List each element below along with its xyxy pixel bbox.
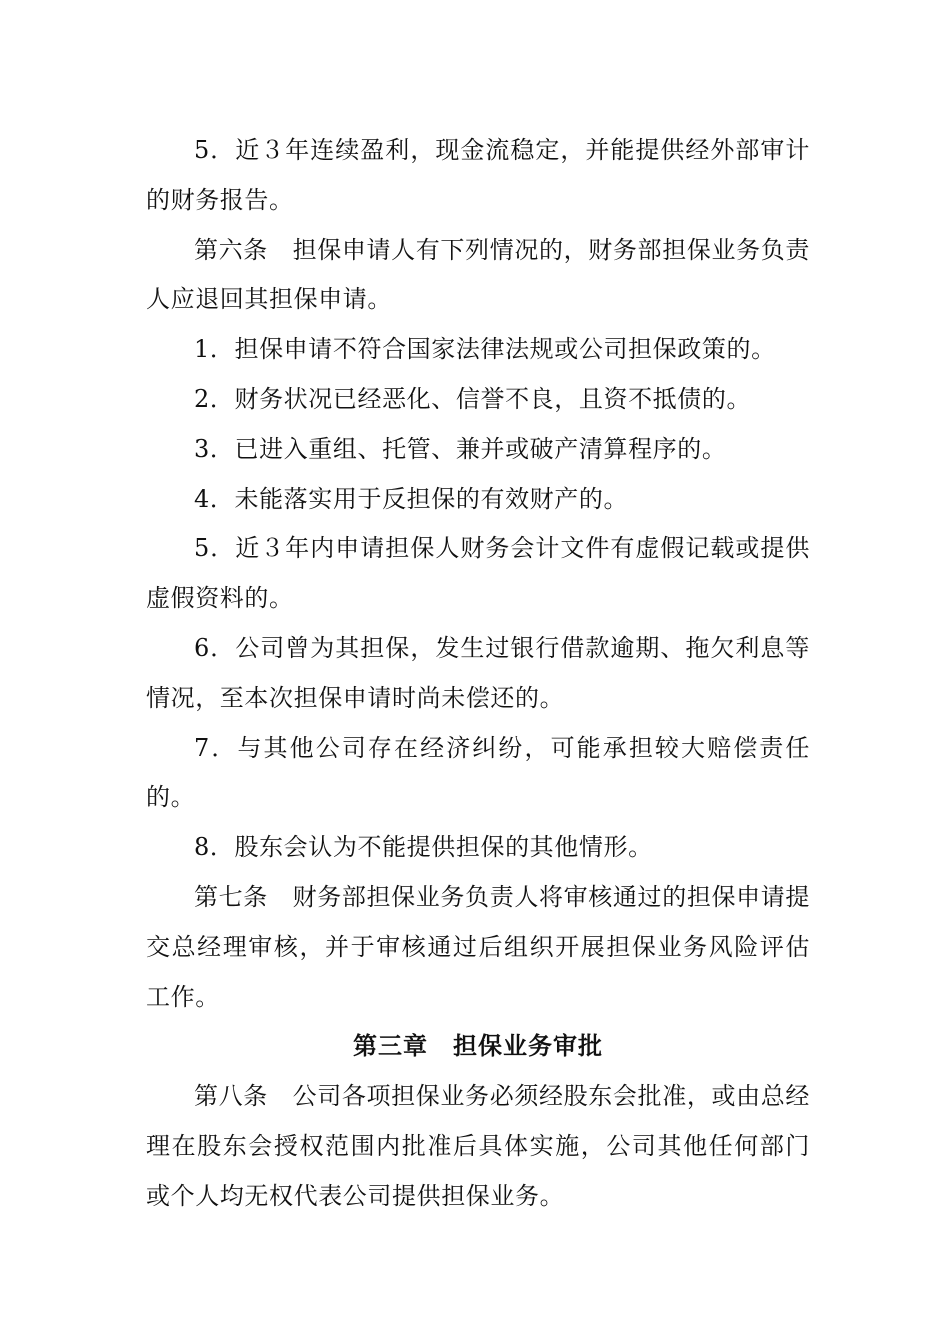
document-page xyxy=(146,126,810,1222)
paragraph-article-6-item-7: 7．与其他公司存在经济纠纷，可能承担较大赔偿责任的。 xyxy=(146,733,810,812)
paragraph-article-6-item-3: 3．已进入重组、托管、兼并或破产清算程序的。 xyxy=(194,434,727,463)
paragraph-article-6-item-8: 8．股东会认为不能提供担保的其他情形。 xyxy=(194,833,653,862)
chapter-heading: 第三章 担保业务审批 xyxy=(353,1032,603,1061)
paragraph-article-6-item-5: 5．近３年内申请担保人财务会计文件有虚假记载或提供虚假资料的。 xyxy=(146,534,810,613)
paragraph-article-8: 第八条 公司各项担保业务必须经股东会批准，或由总经理在股东会授权范围内批准后具体实施，公司其他任何部门或个人均无权代表公司提供担保业务。 xyxy=(146,1082,810,1210)
paragraph-article-6-item-4: 4．未能落实用于反担保的有效财产的。 xyxy=(194,484,629,513)
paragraph-article-6-item-2: 2．财务状况已经恶化、信誉不良，且资不抵债的。 xyxy=(194,384,752,413)
paragraph-article-6-item-1: 1．担保申请不符合国家法律法规或公司担保政策的。 xyxy=(194,335,776,364)
paragraph-article-6: 第六条 担保申请人有下列情况的，财务部担保业务负责人应退回其担保申请。 xyxy=(146,235,810,314)
paragraph-item-5-profit: 5．近３年连续盈利，现金流稳定，并能提供经外部审计的财务报告。 xyxy=(146,136,810,214)
paragraph-article-7: 第七条 财务部担保业务负责人将审核通过的担保申请提交总经理审核，并于审核通过后组织开展担保业务风险评估工作。 xyxy=(146,882,810,1011)
paragraph-article-6-item-6: 6．公司曾为其担保，发生过银行借款逾期、拖欠利息等情况，至本次担保申请时尚未偿还的。 xyxy=(146,633,810,712)
